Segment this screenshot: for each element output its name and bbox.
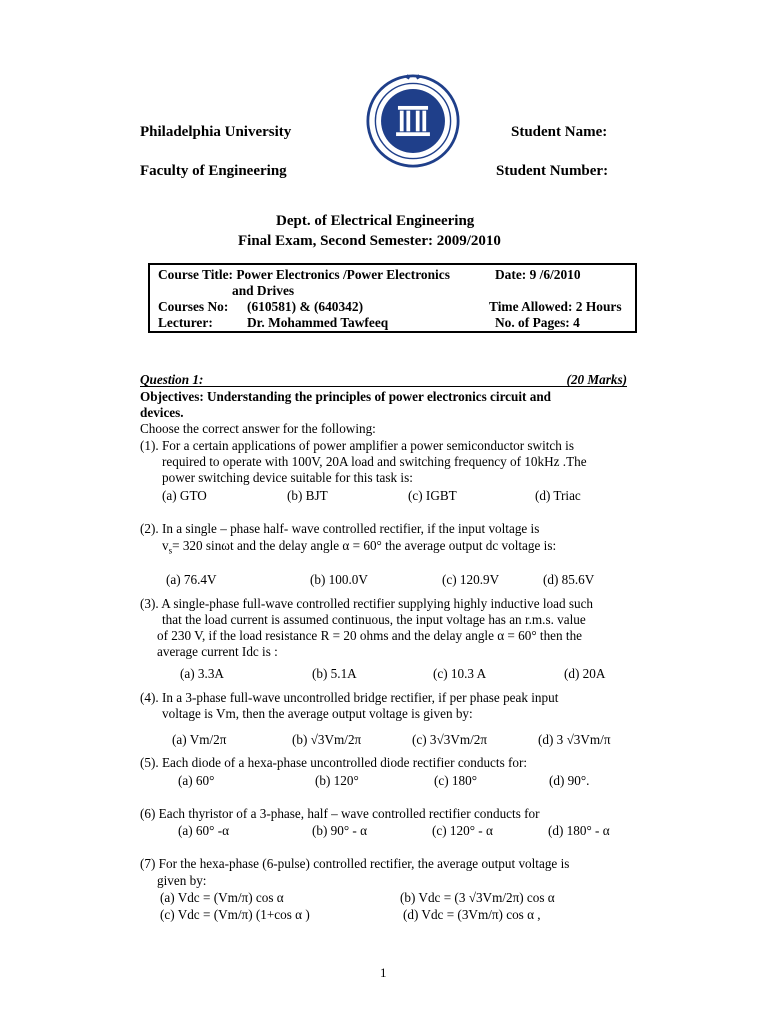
- q6-option-c: (c) 120° - α: [432, 823, 493, 838]
- exam-date: Date: 9 /6/2010: [495, 267, 581, 282]
- course-info-box: [148, 263, 637, 333]
- q1-line-1: (1). For a certain applications of power amplifier a power semiconductor switch is: [140, 438, 574, 453]
- question-title: Question 1:: [140, 372, 204, 387]
- q6-option-a: (a) 60° -α: [178, 823, 229, 838]
- q6-option-b: (b) 90° - α: [312, 823, 368, 838]
- q3-option-b: (b) 5.1A: [312, 666, 357, 681]
- q5-option-c: (c) 180°: [434, 773, 477, 788]
- page-number: 1: [380, 965, 387, 980]
- q4-option-a: (a) Vm/2π: [172, 732, 227, 747]
- q7-option-b: (b) Vdc = (3 √3Vm/2π) cos α: [400, 890, 555, 905]
- courses-no-label: Courses No:: [158, 299, 229, 314]
- q7-option-a: (a) Vdc = (Vm/π) cos α: [160, 890, 284, 905]
- course-title-continued: and Drives: [232, 283, 295, 298]
- question-marks: (20 Marks): [566, 372, 627, 387]
- q5-line-1: (5). Each diode of a hexa-phase uncontrolled diode rectifier conducts for:: [140, 755, 528, 770]
- course-title: Course Title: Power Electronics /Power Electronics: [158, 267, 450, 282]
- q2-option-d: (d) 85.6V: [543, 572, 595, 587]
- q5-option-a: (a) 60°: [178, 773, 215, 788]
- q2-line-2: $v_s= 320$ sinωt and the delay angle α = 60° the average output dc voltage is:: [162, 538, 557, 556]
- exam-title: Final Exam, Second Semester: 2009/2010: [238, 233, 501, 249]
- q3-option-d: (d) 20A: [564, 666, 606, 681]
- courses-no: (610581) & (640342): [247, 299, 364, 314]
- q7-line-2: given by:: [157, 873, 207, 888]
- q3-line-2: that the load current is assumed continuous, the input voltage has an r.m.s. value: [162, 612, 586, 627]
- q4-line-1: (4). In a 3-phase full-wave uncontrolled bridge rectifier, if per phase peak input: [140, 690, 559, 705]
- question-heading: [140, 372, 627, 387]
- university-name: Philadelphia University: [140, 124, 292, 140]
- lecturer-name: Dr. Mohammed Tawfeeq: [247, 315, 389, 330]
- q1-line-2: required to operate with 100V, 20A load and switching frequency of 10kHz .The: [162, 454, 587, 469]
- q6-option-d: (d) 180° - α: [548, 823, 610, 838]
- q7-line-1: (7) For the hexa-phase (6-pulse) controlled rectifier, the average output voltage is: [140, 856, 570, 871]
- q1-option-d: (d) Triac: [535, 488, 581, 503]
- student-number-label: Student Number:: [496, 163, 609, 179]
- department-title: Dept. of Electrical Engineering: [276, 213, 475, 229]
- q3-line-3: of 230 V, if the load resistance R = 20 ohms and the delay angle α = 60° then the: [157, 628, 583, 643]
- q3-line-1: (3). A single-phase full-wave controlled rectifier supplying highly inductive load such: [140, 596, 594, 611]
- q4-option-c: (c) 3√3Vm/2π: [412, 732, 488, 747]
- q3-option-a: (a) 3.3A: [180, 666, 224, 681]
- q4-line-2: voltage is Vm, then the average output voltage is given by:: [162, 706, 473, 721]
- q6-line-1: (6) Each thyristor of a 3-phase, half – wave controlled rectifier conducts for: [140, 806, 540, 821]
- q3-option-c: (c) 10.3 A: [433, 666, 487, 681]
- q2-option-a: (a) 76.4V: [166, 572, 217, 587]
- q4-option-d: (d) 3 √3Vm/π: [538, 732, 611, 747]
- q2-option-c: (c) 120.9V: [442, 572, 500, 587]
- objectives-line-2: devices.: [140, 405, 184, 420]
- lecturer-label: Lecturer:: [158, 315, 213, 330]
- pages-count: No. of Pages: 4: [495, 315, 580, 330]
- q1-option-b: (b) BJT: [287, 488, 328, 503]
- q2-option-b: (b) 100.0V: [310, 572, 368, 587]
- objectives-line-1: Objectives: Understanding the principles of power electronics circuit and: [140, 389, 551, 404]
- q1-line-3: power switching device suitable for this task is:: [162, 470, 413, 485]
- q2-line-1: (2). In a single – phase half- wave controlled rectifier, if the input voltage is: [140, 521, 540, 536]
- time-allowed: Time Allowed: 2 Hours: [489, 299, 622, 314]
- faculty-name: Faculty of Engineering: [140, 163, 287, 179]
- q1-option-c: (c) IGBT: [408, 488, 457, 503]
- q1-option-a: (a) GTO: [162, 488, 207, 503]
- q3-line-4: average current Idc is :: [157, 644, 278, 659]
- q7-option-c: (c) Vdc = (Vm/π) (1+cos α ): [160, 907, 310, 922]
- instruction: Choose the correct answer for the following:: [140, 421, 376, 436]
- q5-option-b: (b) 120°: [315, 773, 359, 788]
- q4-option-b: (b) √3Vm/2π: [292, 732, 362, 747]
- q7-option-d: (d) Vdc = (3Vm/π) cos α ,: [403, 907, 541, 922]
- student-name-label: Student Name:: [511, 124, 608, 140]
- q5-option-d: (d) 90°.: [549, 773, 590, 788]
- university-seal-icon: [366, 74, 460, 168]
